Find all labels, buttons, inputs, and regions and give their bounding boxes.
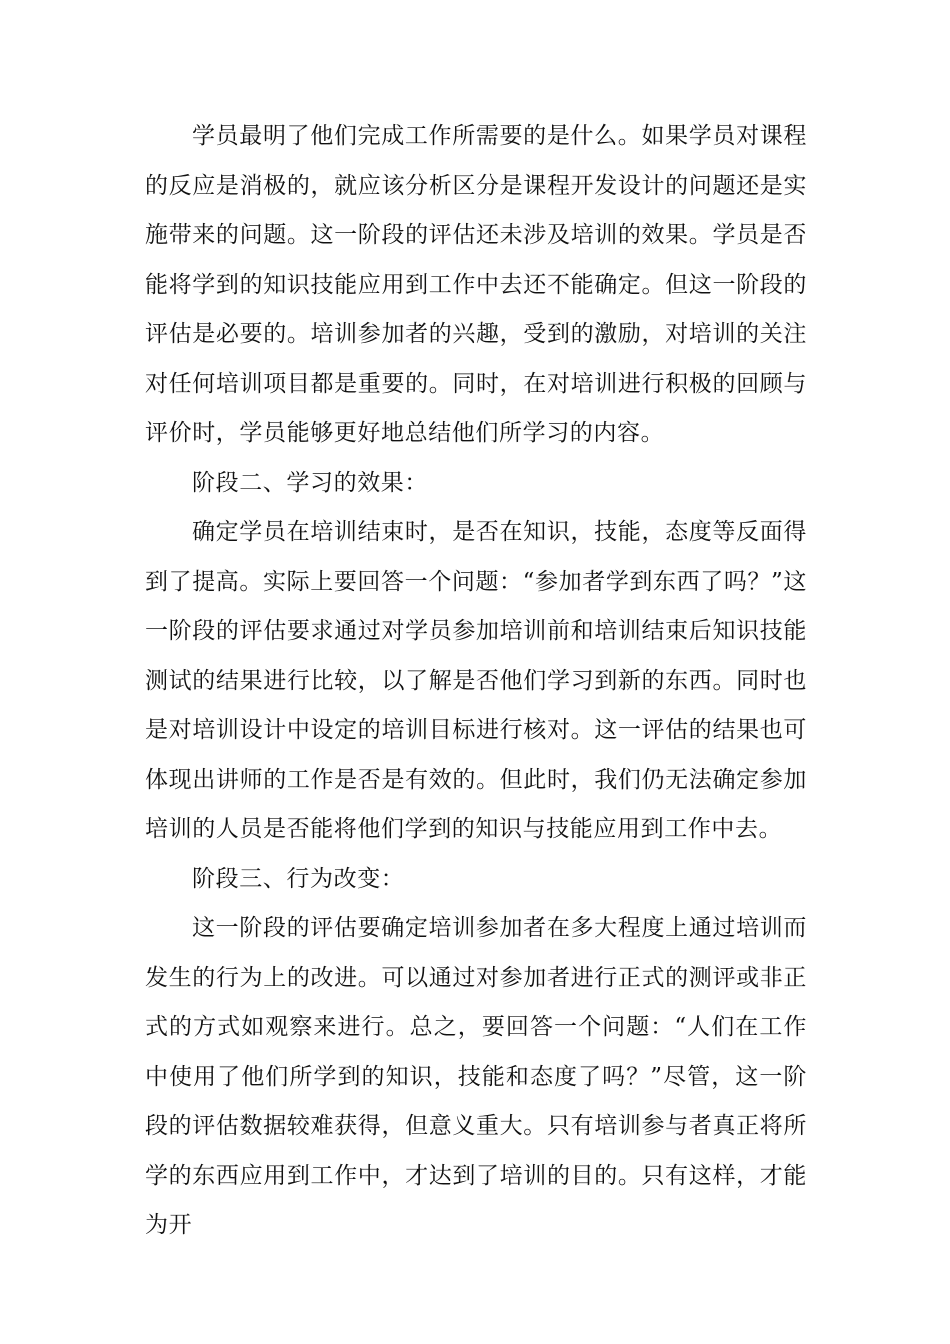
heading-stage-three: 阶段三、行为改变： [192, 865, 405, 892]
paragraph-stage-two: 确定学员在培训结束时，是否在知识，技能，态度等反面得到了提高。实际上要回答一个问题：“参加者学到东西了吗？”这一阶段的评估要求通过对学员参加培训前和培训结束后知识技能测试的结果进行比较，以了解是否他们学习到新的东西。同时也是对培训设计中设定的培训目标进行核对。这一评估的结果也可体现出讲师的工作是否是有效的。但此时，我们仍无法确定参加培训的人员是否能将他们学到的知识与技能应用到工作中去。 [145, 519, 807, 842]
heading-stage-two: 阶段二、学习的效果： [192, 469, 428, 496]
paragraph-stage-three: 这一阶段的评估要确定培训参加者在多大程度上通过培训而发生的行为上的改进。可以通过对参加者进行正式的测评或非正式的方式如观察来进行。总之，要回答一个问题：“人们在工作中使用了他们所学到的知识，技能和态度了吗？”尽管，这一阶段的评估数据较难获得，但意义重大。只有培训参与者真正将所学的东西应用到工作中，才达到了培训的目的。只有这样，才能为开 [145, 915, 807, 1238]
document-body [145, 112, 807, 1251]
paragraph-level-one-conclusion: 学员最明了他们完成工作所需要的是什么。如果学员对课程的反应是消极的，就应该分析区分是课程开发设计的问题还是实施带来的问题。这一阶段的评估还未涉及培训的效果。学员是否能将学到的知识技能应用到工作中去还不能确定。但这一阶段的评估是必要的。培训参加者的兴趣，受到的激励，对培训的关注对任何培训项目都是重要的。同时，在对培训进行积极的回顾与评价时，学员能够更好地总结他们所学习的内容。 [145, 123, 807, 446]
